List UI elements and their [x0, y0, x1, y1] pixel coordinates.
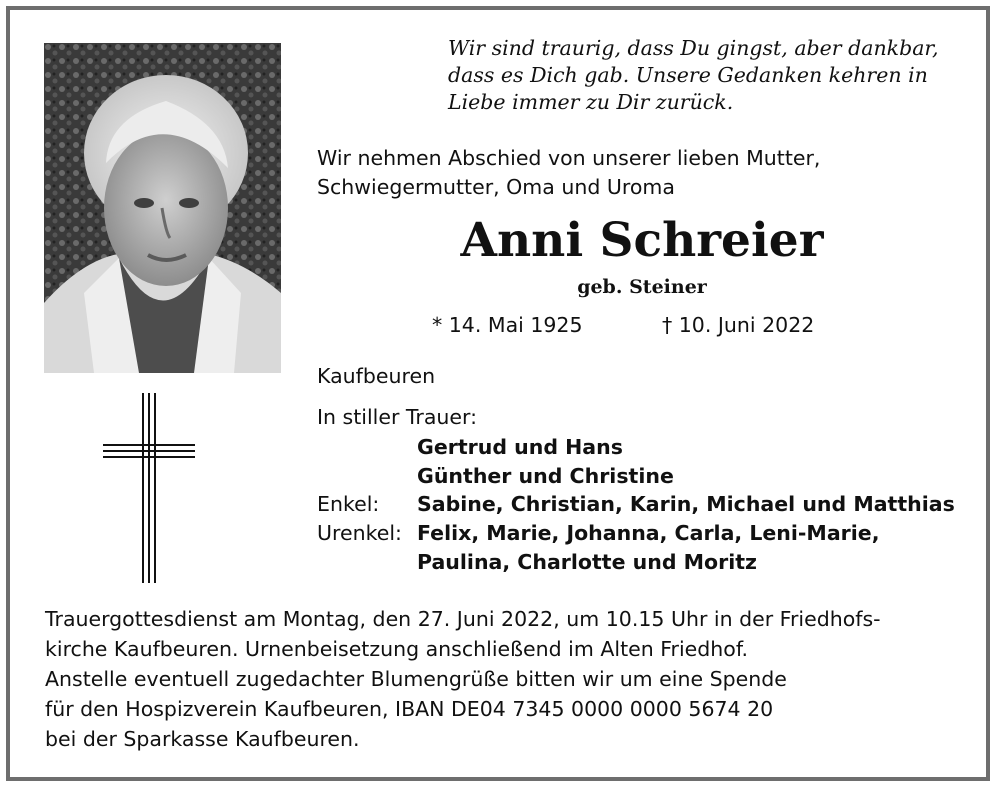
footer-line: Anstelle eventuell zugedachter Blumengrüße bitten wir um eine Spende — [45, 667, 787, 691]
intro-line: Schwiegermutter, Oma und Uroma — [317, 175, 675, 199]
great-grandchildren-names: Paulina, Charlotte und Moritz — [417, 550, 757, 574]
hometown: Kaufbeuren — [317, 364, 436, 388]
quote-line: dass es Dich gab. Unsere Gedanken kehren in — [448, 63, 928, 87]
footer-line: kirche Kaufbeuren. Urnenbeisetzung anschließend im Alten Friedhof. — [45, 637, 749, 661]
grandchildren-label: Enkel: — [317, 492, 380, 516]
quote-line: Liebe immer zu Dir zurück. — [448, 90, 734, 114]
maiden-name: geb. Steiner — [577, 276, 707, 298]
grandchildren-names: Sabine, Christian, Karin, Michael und Matthias — [417, 492, 955, 516]
quote-line: Wir sind traurig, dass Du gingst, aber dankbar, — [448, 36, 939, 60]
death-date: † 10. Juni 2022 — [662, 313, 815, 337]
footer-line: bei der Sparkasse Kaufbeuren. — [45, 727, 360, 751]
service-details — [45, 604, 975, 754]
mourners-heading: In stiller Trauer: — [317, 405, 477, 429]
birth-date: * 14. Mai 1925 — [432, 313, 583, 337]
portrait-photo — [44, 43, 281, 373]
child-couple: Gertrud und Hans — [417, 435, 623, 459]
great-grandchildren-names: Felix, Marie, Johanna, Carla, Leni-Marie, — [417, 521, 880, 545]
footer-line: für den Hospizverein Kaufbeuren, IBAN DE04 7345 0000 0000 5674 20 — [45, 697, 774, 721]
memorial-quote — [448, 35, 968, 116]
child-couple: Günther und Christine — [417, 464, 674, 488]
intro-line: Wir nehmen Abschied von unserer lieben Mutter, — [317, 146, 821, 170]
deceased-name: Anni Schreier — [460, 213, 824, 268]
footer-line: Trauergottesdienst am Montag, den 27. Juni 2022, um 10.15 Uhr in der Friedhofs- — [45, 607, 881, 631]
great-grandchildren-label: Urenkel: — [317, 521, 402, 545]
cross-icon — [103, 393, 195, 587]
farewell-text — [317, 144, 967, 202]
